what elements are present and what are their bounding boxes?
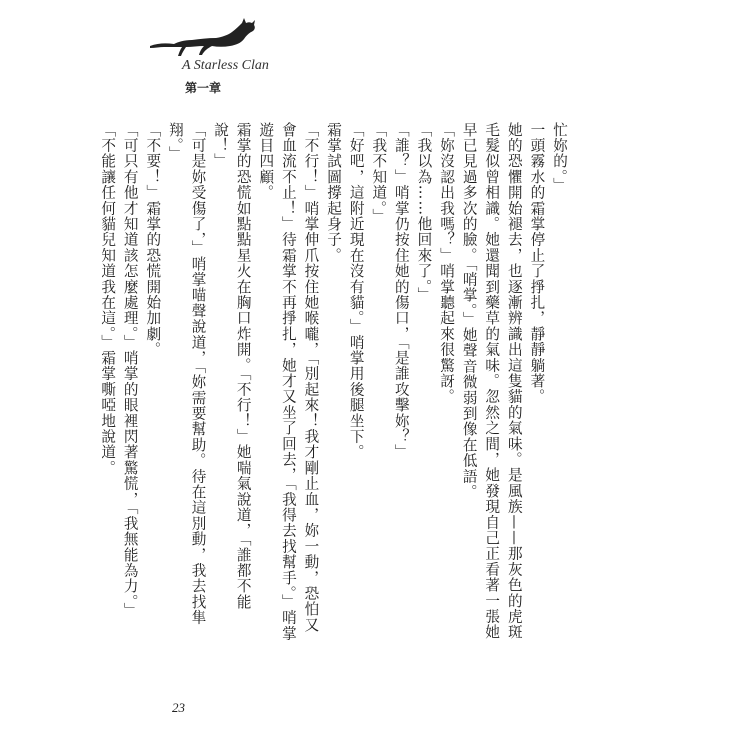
paragraph: 霜掌的恐慌如點點星火在胸口炸開。「不行！」她喘氣說道，「誰都不能說！」 bbox=[212, 122, 252, 610]
page-number: 23 bbox=[172, 700, 185, 715]
series-title: A Starless Clan bbox=[182, 58, 269, 73]
paragraph: 她的恐懼開始褪去，也逐漸辨識出這隻貓的氣味。是風族——那灰色的虎斑毛髮似曾相識。她還聞到藥草的氣味。忽然之間，她發現自己正看著一張她早已見過多次的臉。「哨掌。」她聲音微弱到像在低語。 bbox=[460, 122, 523, 641]
paragraph: 忙妳的。」 bbox=[551, 122, 568, 194]
paragraph: 霜掌試圖撐起身子。 bbox=[325, 122, 343, 264]
paragraph: 「好吧，這附近現在沒有貓。」哨掌用後腿坐下。 bbox=[347, 122, 365, 461]
page-margin bbox=[0, 0, 110, 750]
paragraph: 「不能讓任何貓兒知道我在這。」霜掌嘶啞地說道。 bbox=[99, 122, 117, 476]
paragraph: 「誰？」哨掌仍按住她的傷口，「是誰攻擊妳？」 bbox=[392, 122, 410, 461]
paragraph: 「妳沒認出我嗎？」哨掌聽起來很驚訝。 bbox=[438, 122, 456, 405]
paragraph: 「我不知道。」 bbox=[370, 122, 388, 225]
cat-silhouette-icon bbox=[148, 16, 258, 58]
paragraph: 「不要！」霜掌的恐慌開始加劇。 bbox=[144, 122, 162, 358]
paragraph: 「不行！」哨掌伸爪按住她喉嚨，「別起來！我才剛止血，妳一動，恐怕又會血流不止！」待霜掌不再掙扎，她才又坐了回去，「我得去找幫手。」哨掌遊目四顧。 bbox=[257, 122, 320, 642]
chapter-title: 第一章 bbox=[185, 81, 222, 95]
paragraph: 「我以為……他回來了。」 bbox=[415, 122, 433, 304]
body-text bbox=[99, 122, 570, 642]
paragraph: 「可只有他才知道該怎麼處理。」哨掌的眼裡閃著驚慌，「我無能為力。」 bbox=[121, 122, 139, 619]
paragraph: 「可是妳受傷了，」哨掌喵聲說道，「妳需要幫助。待在這別動，我去找隼翔。」 bbox=[166, 122, 207, 626]
running-header bbox=[148, 16, 308, 96]
paragraph: 一頭霧水的霜掌停止了掙扎，靜靜躺著。 bbox=[528, 122, 546, 405]
